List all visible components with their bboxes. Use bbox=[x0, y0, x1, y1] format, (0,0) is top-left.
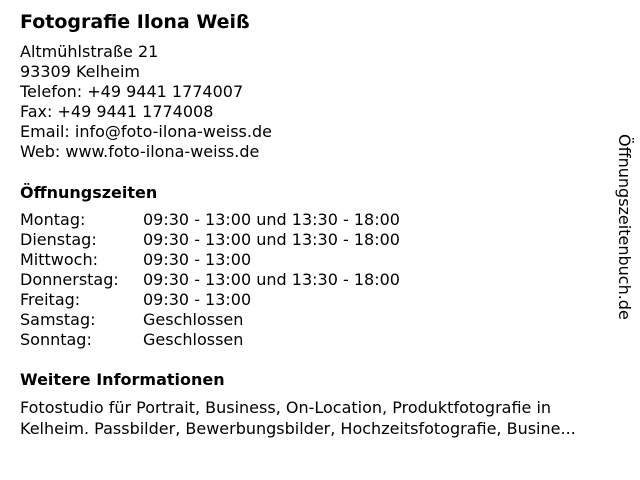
hours-day: Dienstag: bbox=[20, 230, 97, 249]
hours-row bbox=[20, 270, 610, 290]
hours-row bbox=[20, 250, 610, 270]
hours-row bbox=[20, 330, 610, 350]
address-block bbox=[20, 42, 610, 162]
website-address: Web: www.foto-ilona-weiss.de bbox=[20, 142, 260, 161]
business-name: Fotografie Ilona Weiß bbox=[20, 11, 250, 33]
hours-day: Samstag: bbox=[20, 310, 96, 329]
more-info-heading: Weitere Informationen bbox=[20, 370, 225, 389]
hours-time: 09:30 - 13:00 und 13:30 - 18:00 bbox=[143, 230, 400, 249]
site-watermark: Öffnungszeitenbuch.de bbox=[615, 134, 634, 320]
description-line: Kelheim. Passbilder, Bewerbungsbilder, Hochzeitsfotografie, Busine... bbox=[20, 419, 576, 438]
hours-time: 09:30 - 13:00 bbox=[143, 250, 252, 269]
opening-hours-table bbox=[20, 210, 610, 350]
hours-day: Sonntag: bbox=[20, 330, 92, 349]
hours-row bbox=[20, 210, 610, 230]
hours-day: Donnerstag: bbox=[20, 270, 119, 289]
hours-day: Freitag: bbox=[20, 290, 81, 309]
hours-row bbox=[20, 290, 610, 310]
opening-hours-heading: Öffnungszeiten bbox=[20, 183, 158, 202]
business-description bbox=[20, 397, 610, 439]
hours-day: Mittwoch: bbox=[20, 250, 98, 269]
description-line: Fotostudio für Portrait, Business, On-Location, Produktfotografie in bbox=[20, 398, 552, 417]
hours-row bbox=[20, 310, 610, 330]
hours-time: Geschlossen bbox=[143, 310, 244, 329]
hours-time: 09:30 - 13:00 bbox=[143, 290, 252, 309]
hours-day: Montag: bbox=[20, 210, 86, 229]
city-address: 93309 Kelheim bbox=[20, 62, 140, 81]
hours-time: Geschlossen bbox=[143, 330, 244, 349]
email-address: Email: info@foto-ilona-weiss.de bbox=[20, 122, 272, 141]
phone-number: Telefon: +49 9441 1774007 bbox=[20, 82, 244, 101]
hours-row bbox=[20, 230, 610, 250]
business-card bbox=[20, 10, 610, 439]
fax-number: Fax: +49 9441 1774008 bbox=[20, 102, 214, 121]
hours-time: 09:30 - 13:00 und 13:30 - 18:00 bbox=[143, 270, 400, 289]
hours-time: 09:30 - 13:00 und 13:30 - 18:00 bbox=[143, 210, 400, 229]
street-address: Altmühlstraße 21 bbox=[20, 42, 159, 61]
